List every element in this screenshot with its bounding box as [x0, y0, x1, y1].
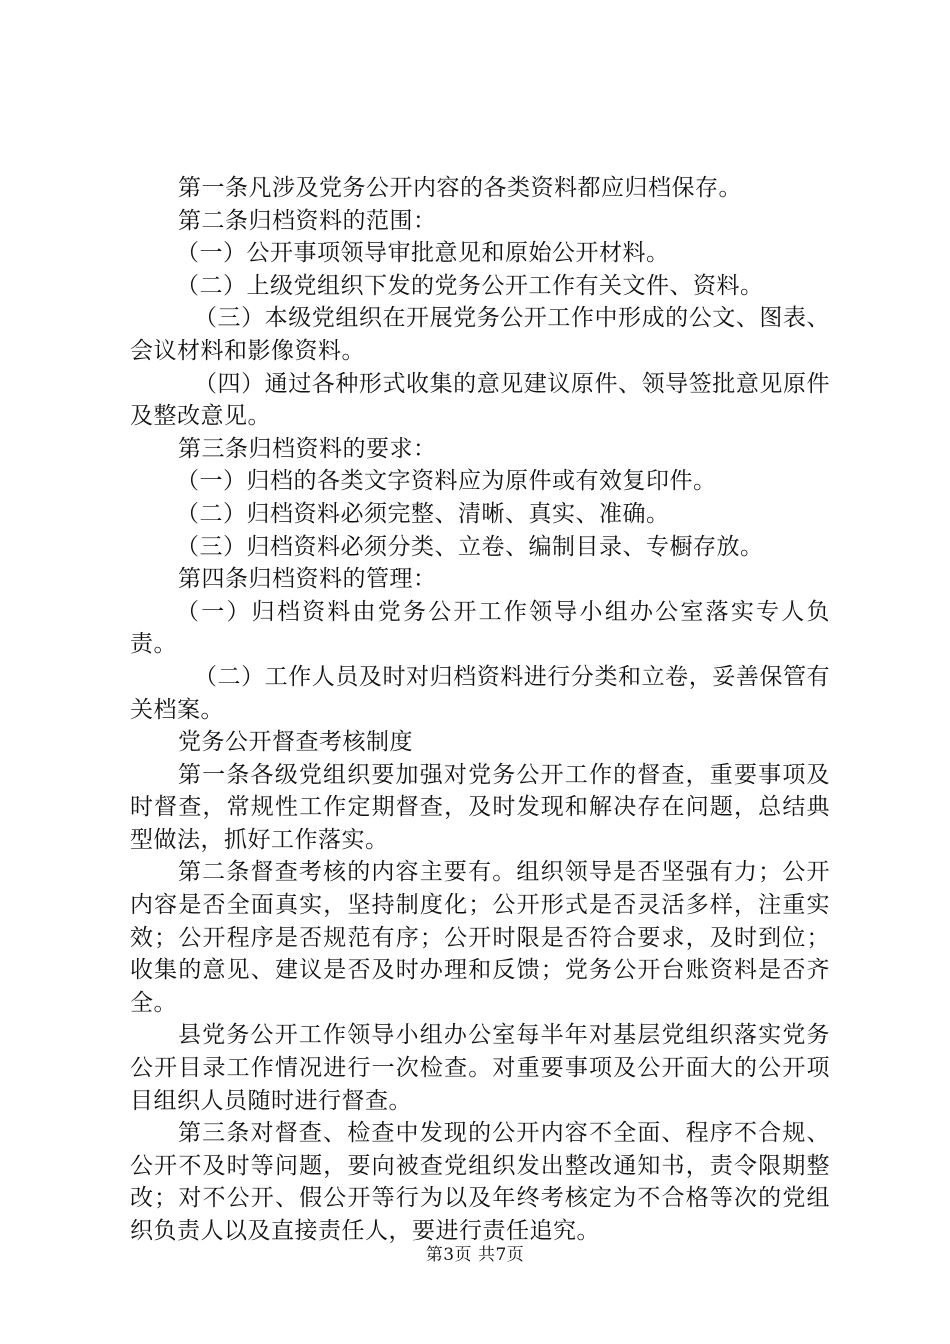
article-2-heading: 第二条归档资料的范围： [178, 207, 437, 234]
page-number-footer: 第3页 共7页 [425, 1245, 525, 1265]
article-4-item-2: （二）工作人员及时对归档资料进行分类和立卷，妥善保管有关档案。 [130, 663, 830, 723]
article-2-item-2: （二）上级党组织下发的党务公开工作有关文件、资料。 [176, 272, 764, 299]
supervision-article-1: 第一条各级党组织要加强对党务公开工作的督查，重要事项及时督查，常规性工作定期督查，及时发现和解决存在问题，总结典型做法，抓好工作落实。 [130, 761, 830, 853]
article-3-heading: 第三条归档资料的要求： [178, 435, 437, 462]
article-2-item-3: （三）本级党组织在开展党务公开工作中形成的公文、图表、会议材料和影像资料。 [130, 305, 830, 364]
article-2-item-4: （四）通过各种形式收集的意见建议原件、领导签批意见原件及整改意见。 [130, 370, 830, 430]
document-body [130, 172, 830, 1248]
article-4-item-1: （一）归档资料由党务公开工作领导小组办公室落实专人负责。 [130, 598, 830, 658]
article-4-heading: 第四条归档资料的管理： [178, 566, 437, 593]
article-2-item-1: （一）公开事项领导审批意见和原始公开材料。 [176, 240, 670, 267]
section-title: 党务公开督查考核制度 [178, 729, 413, 756]
article-3-item-1: （一）归档的各类文字资料应为原件或有效复印件。 [176, 468, 717, 495]
supervision-article-2: 第二条督查考核的内容主要有。组织领导是否坚强有力；公开内容是否全面真实，坚持制度化；公开形式是否灵活多样，注重实效；公开程序是否规范有序；公开时限是否符合要求，及时到位；收集的意见、建议是否及时办理和反馈；党务公开台账资料是否齐全。 [130, 859, 830, 1016]
supervision-article-3: 第三条对督查、检查中发现的公开内容不全面、程序不合规、公开不及时等问题，要向被查党组织发出整改通知书，责令限期整改；对不公开、假公开等行为以及年终考核定为不合格等次的党组织负责人以及直接责任人，要进行责任追究。 [130, 1120, 830, 1244]
supervision-inspection-paragraph: 县党务公开工作领导小组办公室每半年对基层党组织落实党务公开目录工作情况进行一次检查。对重要事项及公开面大的公开项目组织人员随时进行督查。 [130, 1022, 830, 1114]
article-1-paragraph: 第一条凡涉及党务公开内容的各类资料都应归档保存。 [178, 175, 742, 201]
article-3-item-2: （二）归档资料必须完整、清晰、真实、准确。 [176, 500, 670, 527]
article-3-item-3: （三）归档资料必须分类、立卷、编制目录、专橱存放。 [176, 533, 764, 560]
